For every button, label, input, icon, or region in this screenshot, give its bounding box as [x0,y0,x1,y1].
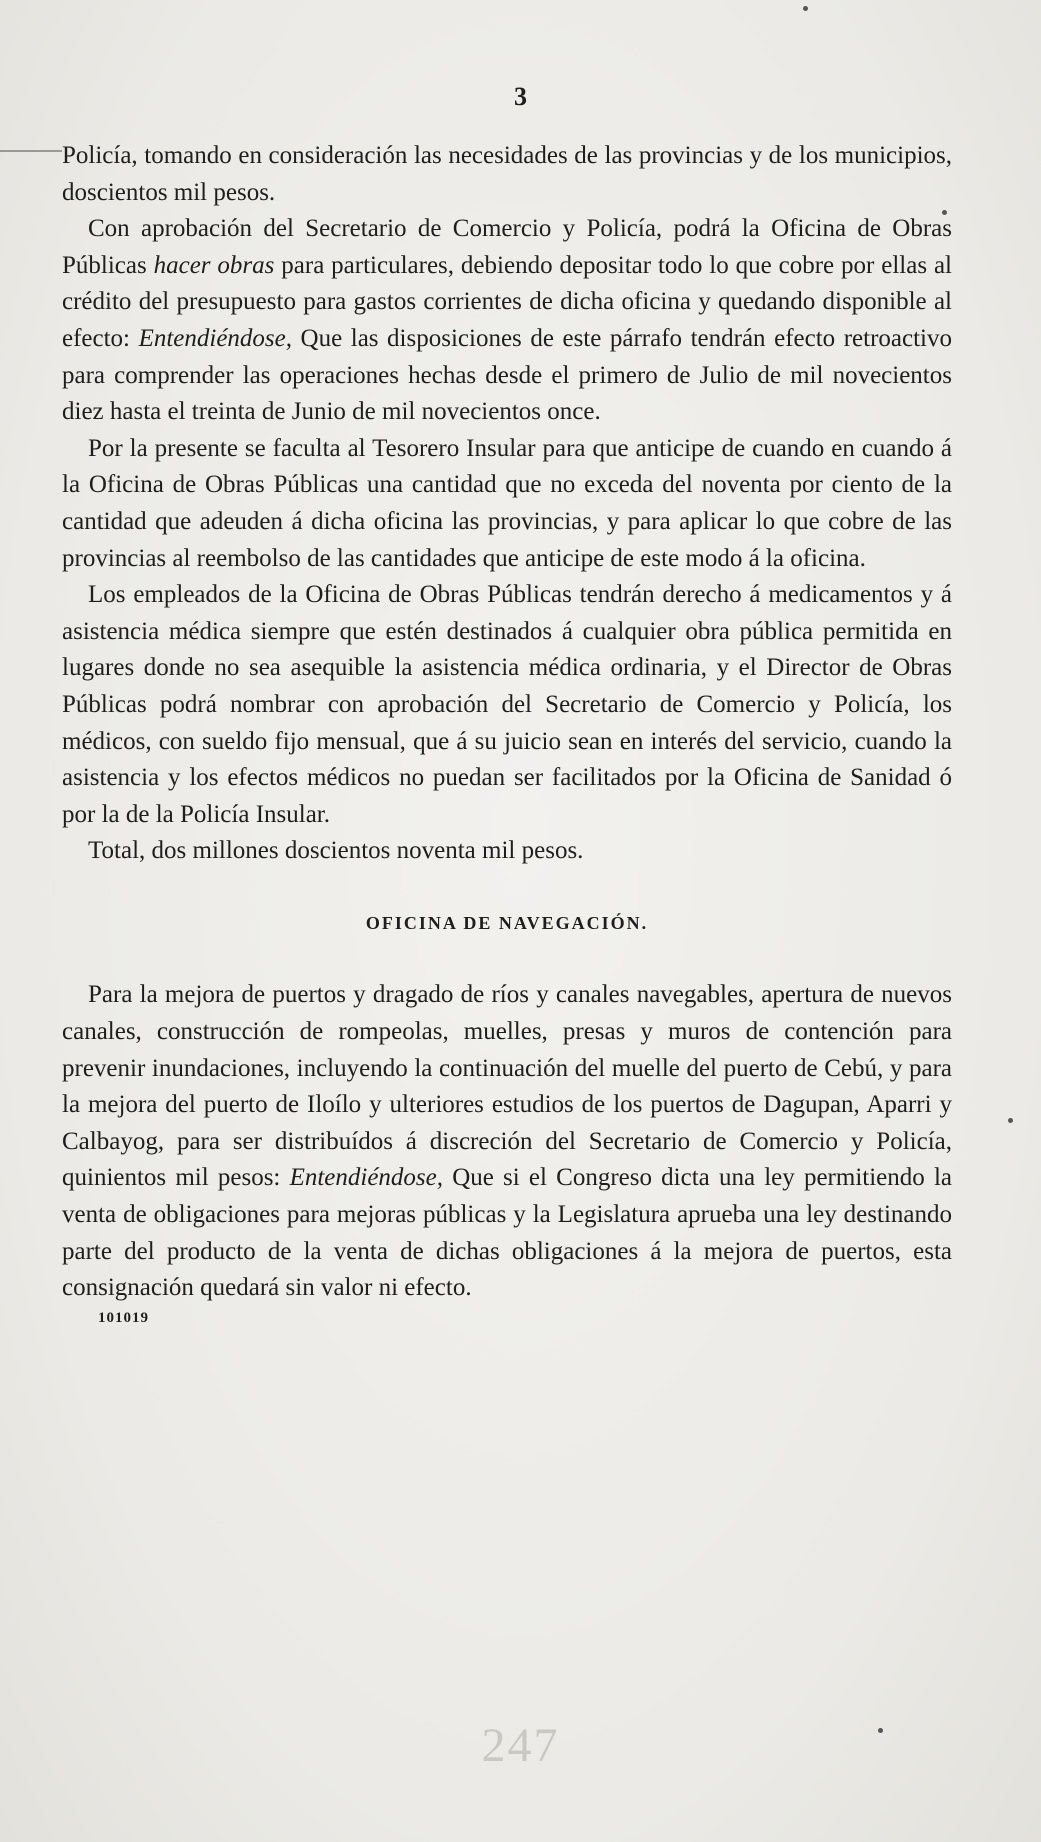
paragraph-medical-assistance [62,577,952,833]
section-heading: OFICINA DE NAVEGACIÓN. [365,912,649,933]
body-text [62,138,952,1329]
italic-phrase: hacer obras [153,251,275,279]
speck-mark [1008,1118,1013,1123]
paragraph-text: Total, dos millones doscientos noventa mil pesos. [88,837,584,865]
paragraph-public-works-private-jobs [62,211,952,431]
paragraph-text: Para la mejora de puertos y dragado de ríos y canales navegables, apertura de nuevos canales, construcción de rompeolas, muelles, presas y muros de contención para prevenir inundaciones, incluyendo la continuación del muelle del puerto de Cebú, y para la mejora del puerto de Iloílo y ulteriores estudios de los puertos de Dagupan, Aparri y Calbayog, para ser distribuídos á discreción del Secretario de Comercio y Policía, quinientos mil pesos: [62,981,952,1192]
paragraph-text: Que si el Congreso dicta una ley permitiendo la venta de obligaciones para mejoras públicas y la Legislatura aprueba una ley destinando parte del producto de la venta de dichas obligaciones á la mejora de puertos, esta consignación quedará sin valor ni efecto. [62,1164,952,1302]
paragraph-text: Que las disposiciones de este párrafo tendrán efecto retroactivo para comprender las operaciones hechas desde el primero de Julio de mil novecientos diez hasta el treinta de Junio de mil novecientos once. [62,324,952,426]
paragraph-text: para particulares, debiendo depositar todo lo que cobre por ellas al crédito del presupuesto para gastos corrientes de dicha oficina y quedando disponible al efecto: [62,251,952,352]
paragraph-treasurer-advance [62,431,952,577]
section-heading-wrap [62,904,952,942]
italic-proviso: Entendiéndose, [138,324,292,352]
speck-mark [803,6,808,11]
paragraph-continuation [62,138,952,211]
left-edge-rule [0,150,62,152]
page-number: 3 [514,82,527,111]
paragraph-text: Con aprobación del Secretario de Comercio y Policía, podrá la Oficina de Obras Públicas [62,215,952,279]
paragraph-text: Los empleados de la Oficina de Obras Públicas tendrán derecho á medicamentos y á asistencia médica siempre que estén destinados á cualquier obra pública permitida en lugares donde no sea asequible la asistencia médica ordinaria, y el Director de Obras Públicas podrá nombrar con aprobación del Secretario de Comercio y Policía, los médicos, con sueldo fijo mensual, que á su juicio sean en interés del servicio, cuando la asistencia y los efectos médicos no puedan ser facilitados por la Oficina de Sanidad ó por la de la Policía Insular. [62,581,952,828]
paragraph-navigation [62,977,952,1306]
printer-code: 101019 [98,1309,149,1326]
stamp-number: 247 [481,1719,560,1772]
paragraph-text: Por la presente se faculta al Tesorero Insular para que anticipe de cuando en cuando á la Oficina de Obras Públicas una cantidad que no exceda del noventa por ciento de la cantidad que adeuden á dicha oficina las provincias, y para aplicar lo que cobre de las provincias al reembolso de las cantidades que anticipe de este modo á la oficina. [62,434,952,572]
paragraph-text: Policía, tomando en consideración las necesidades de las provincias y de los municipios, doscientos mil pesos. [62,142,952,206]
paragraph-total [62,833,952,870]
italic-proviso: Entendiéndose, [289,1164,444,1192]
